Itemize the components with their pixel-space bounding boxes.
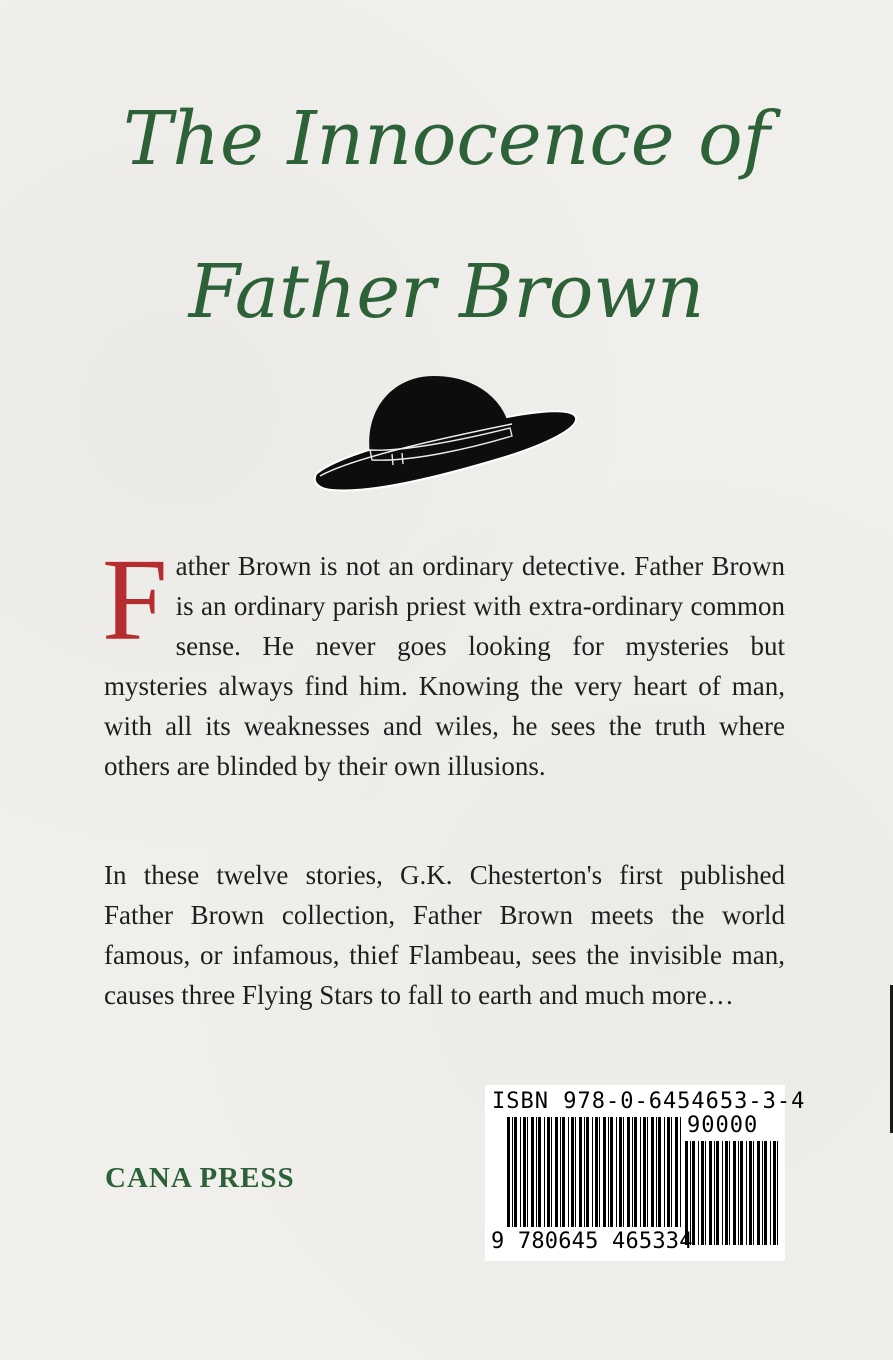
barcode-bar: [651, 1117, 654, 1227]
barcode-bar: [643, 1117, 646, 1227]
barcode-bar: [725, 1141, 728, 1245]
barcode-bar: [680, 1117, 681, 1227]
price-addon: 90000: [687, 1113, 759, 1138]
barcode-bar: [714, 1141, 715, 1245]
barcode-bar: [560, 1117, 561, 1227]
barcode-bar: [551, 1117, 552, 1227]
description-paragraph-2: In these twelve stories, G.K. Chesterton's first published Father Brown collection, Father Brown meets the world famous, or infamous, thief Flambeau, sees the invisible man, causes three Flying Stars to fall to earth and much more…: [104, 860, 785, 1010]
barcode-bar: [584, 1117, 585, 1227]
barcode-bar: [664, 1117, 665, 1227]
book-title-line-2: Father Brown: [188, 249, 705, 335]
barcode-bar: [599, 1117, 600, 1227]
barcode-bar: [547, 1117, 550, 1227]
barcode-bar: [536, 1117, 537, 1227]
barcode-bar: [538, 1117, 541, 1227]
barcode-bar: [647, 1117, 648, 1227]
barcode-bar: [616, 1117, 617, 1227]
barcode-bar: [701, 1141, 704, 1245]
description-paragraph-1: [102, 534, 785, 786]
barcode-bar: [729, 1141, 730, 1245]
barcode-bar: [608, 1117, 609, 1227]
barcode-bar: [512, 1117, 513, 1227]
barcode-bar: [595, 1117, 598, 1227]
barcode-bar: [520, 1117, 521, 1227]
barcode-bar: [562, 1117, 565, 1227]
barcode-bar: [623, 1117, 624, 1227]
barcode-bar: [738, 1141, 739, 1245]
barcode-bar: [571, 1117, 574, 1227]
barcode-bar: [667, 1117, 670, 1227]
barcode-bar: [740, 1141, 743, 1245]
barcode-bar: [603, 1117, 606, 1227]
barcode-bar: [757, 1141, 760, 1245]
barcode-bar: [592, 1117, 593, 1227]
barcode-bar: [656, 1117, 657, 1227]
paragraph-1-text: ather Brown is not an ordinary detective. Father Brown is an ordinary parish priest with extra-ordinary common sense. He never goes looking for mysteries but mysteries always find him. Knowing the very heart of man, with all its weaknesses and wiles, he sees the truth where others are blinded by their own illusions.: [104, 551, 785, 781]
barcode-bar: [705, 1141, 706, 1245]
barcode-bar: [514, 1117, 517, 1227]
isbn-barcode: [485, 1085, 806, 1261]
barcode-bar: [770, 1141, 771, 1245]
barcode-bar: [579, 1117, 582, 1227]
barcode-bar: [716, 1141, 719, 1245]
barcode-bar: [575, 1117, 576, 1227]
barcode-bar: [658, 1117, 661, 1227]
barcode-bar: [640, 1117, 641, 1227]
barcode-bar: [531, 1117, 534, 1227]
barcode-bar: [764, 1141, 767, 1245]
barcode-bar: [627, 1117, 630, 1227]
isbn-label: ISBN 978-0-6454653-3-4: [492, 1089, 806, 1114]
barcode-bar: [507, 1117, 510, 1227]
barcode-bar: [568, 1117, 569, 1227]
drop-cap: F: [102, 534, 168, 665]
barcode-bar: [675, 1117, 678, 1227]
barcode-bar: [632, 1117, 633, 1227]
barcode-bar: [777, 1141, 778, 1245]
barcode-bar: [709, 1141, 712, 1245]
publisher-name: CANA PRESS: [105, 1162, 295, 1194]
barcode-bar: [773, 1141, 776, 1245]
barcode-bar: [671, 1117, 672, 1227]
barcode-bar: [634, 1117, 637, 1227]
barcode-bar: [619, 1117, 622, 1227]
book-title-line-1: The Innocence of: [122, 96, 771, 182]
barcode-bar: [762, 1141, 763, 1245]
barcode-bar: [523, 1117, 526, 1227]
barcode-bar: [722, 1141, 723, 1245]
barcode-bar: [527, 1117, 528, 1227]
barcode-bar: [749, 1141, 752, 1245]
barcode-bar: [586, 1117, 589, 1227]
barcode-bar: [733, 1141, 736, 1245]
barcode-bar: [610, 1117, 613, 1227]
ean-digits: 9 780645 465334: [491, 1229, 693, 1254]
clerical-hat-icon: [312, 370, 580, 502]
barcode-bar: [753, 1141, 754, 1245]
barcode-bar: [555, 1117, 558, 1227]
barcode-bar: [544, 1117, 545, 1227]
barcode-bar: [746, 1141, 747, 1245]
barcode-bar: [698, 1141, 699, 1245]
